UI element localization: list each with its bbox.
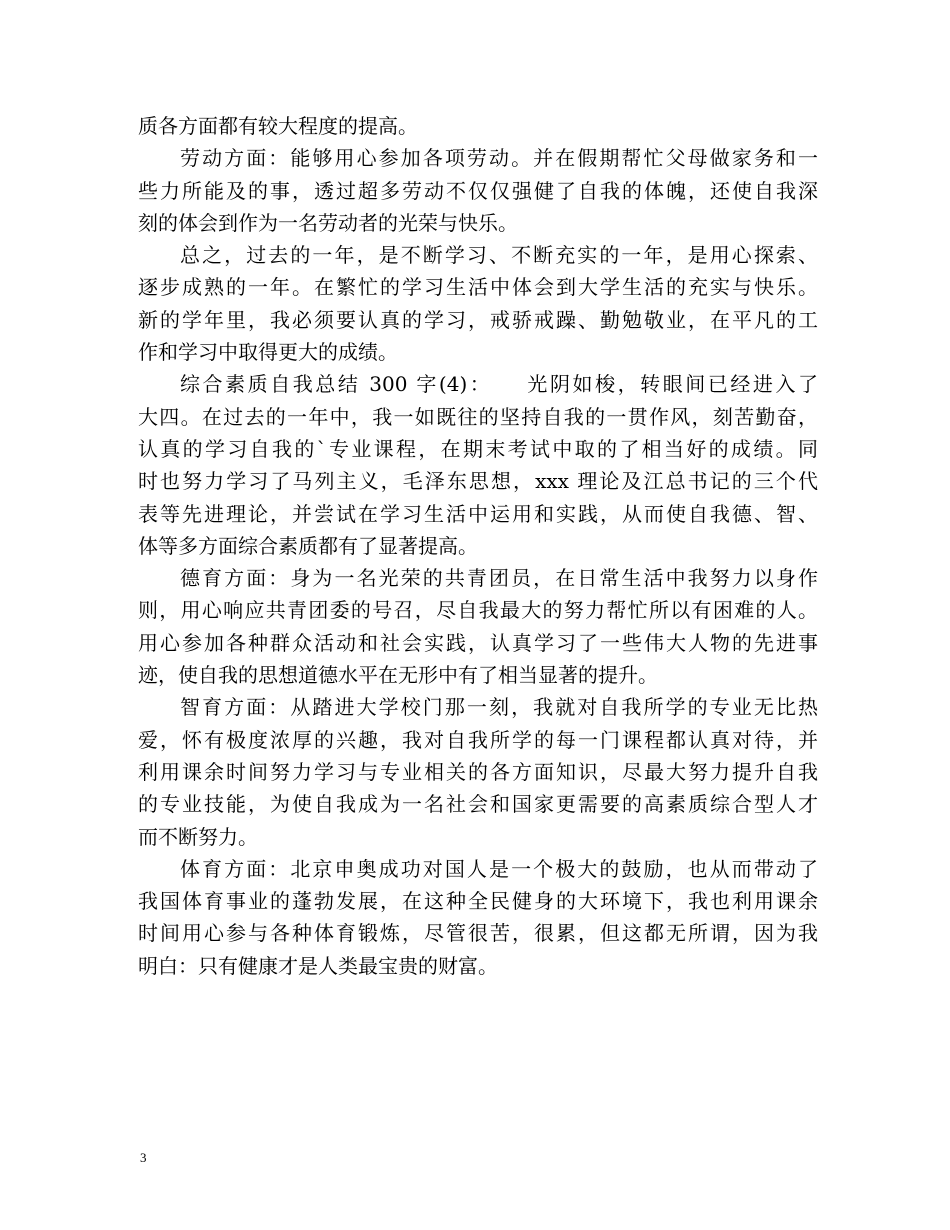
text-line: 劳动方面：能够用心参加各项劳动。并在假期帮忙父母做家务和一: [180, 146, 818, 171]
text-line: 新的学年里，我必须要认真的学习，戒骄戒躁、勤勉敬业，在平凡的工: [138, 307, 818, 332]
text-line: 利用课余时间努力学习与专业相关的各方面知识，尽最大努力提升自我: [138, 759, 818, 784]
text-line: 的专业技能，为使自我成为一名社会和国家更需要的高素质综合型人才: [138, 792, 818, 817]
text-line: 体育方面：北京申奥成功对国人是一个极大的鼓励，也从而带动了: [180, 856, 818, 881]
text-line: 而不断努力。: [138, 824, 258, 849]
text-line: 爱，怀有极度浓厚的兴趣，我对自我所学的每一门课程都认真对待，并: [138, 727, 818, 752]
text-line: 体等多方面综合素质都有了显著提高。: [138, 533, 478, 558]
text-line: 大四。在过去的一年中，我一如既往的坚持自我的一贯作风，刻苦勤奋，: [138, 404, 818, 429]
text-line: 则，用心响应共青团委的号召，尽自我最大的努力帮忙所以有困难的人。: [138, 598, 818, 623]
text-line: 作和学习中取得更大的成绩。: [138, 340, 398, 365]
text-line: 时间用心参与各种体育锻炼，尽管很苦，很累，但这都无所谓，因为我: [138, 921, 818, 946]
body-text: [138, 110, 818, 982]
text-line: 些力所能及的事，透过超多劳动不仅仅强健了自我的体魄，还使自我深: [138, 178, 818, 203]
text-line: 明白：只有健康才是人类最宝贵的财富。: [138, 953, 498, 978]
text-line: 逐步成熟的一年。在繁忙的学习生活中体会到大学生活的充实与快乐。: [138, 275, 818, 300]
text-line: 德育方面：身为一名光荣的共青团员，在日常生活中我努力以身作: [180, 566, 818, 591]
text-line: 迹，使自我的思想道德水平在无形中有了相当显著的提升。: [138, 663, 658, 688]
text-line: 时也努力学习了马列主义，毛泽东思想，xxx 理论及江总书记的三个代: [138, 469, 818, 494]
text-line: 我国体育事业的蓬勃发展，在这种全民健身的大环境下，我也利用课余: [138, 889, 818, 914]
page-number: 3: [140, 1150, 147, 1165]
text-line: 质各方面都有较大程度的提高。: [138, 114, 418, 138]
text-line: 认真的学习自我的`专业课程，在期末考试中取的了相当好的成绩。同: [138, 436, 818, 461]
text-line: 综合素质自我总结 300 字(4)： 光阴如梭，转眼间已经进入了: [180, 372, 818, 397]
text-line: 总之，过去的一年，是不断学习、不断充实的一年，是用心探索、: [180, 243, 818, 268]
text-line: 表等先进理论，并尝试在学习生活中运用和实践，从而使自我德、智、: [138, 501, 818, 526]
text-line: 智育方面：从踏进大学校门那一刻，我就对自我所学的专业无比热: [180, 695, 818, 720]
text-line: 用心参加各种群众活动和社会实践，认真学习了一些伟大人物的先进事: [138, 630, 818, 655]
text-line: 刻的体会到作为一名劳动者的光荣与快乐。: [138, 210, 518, 235]
